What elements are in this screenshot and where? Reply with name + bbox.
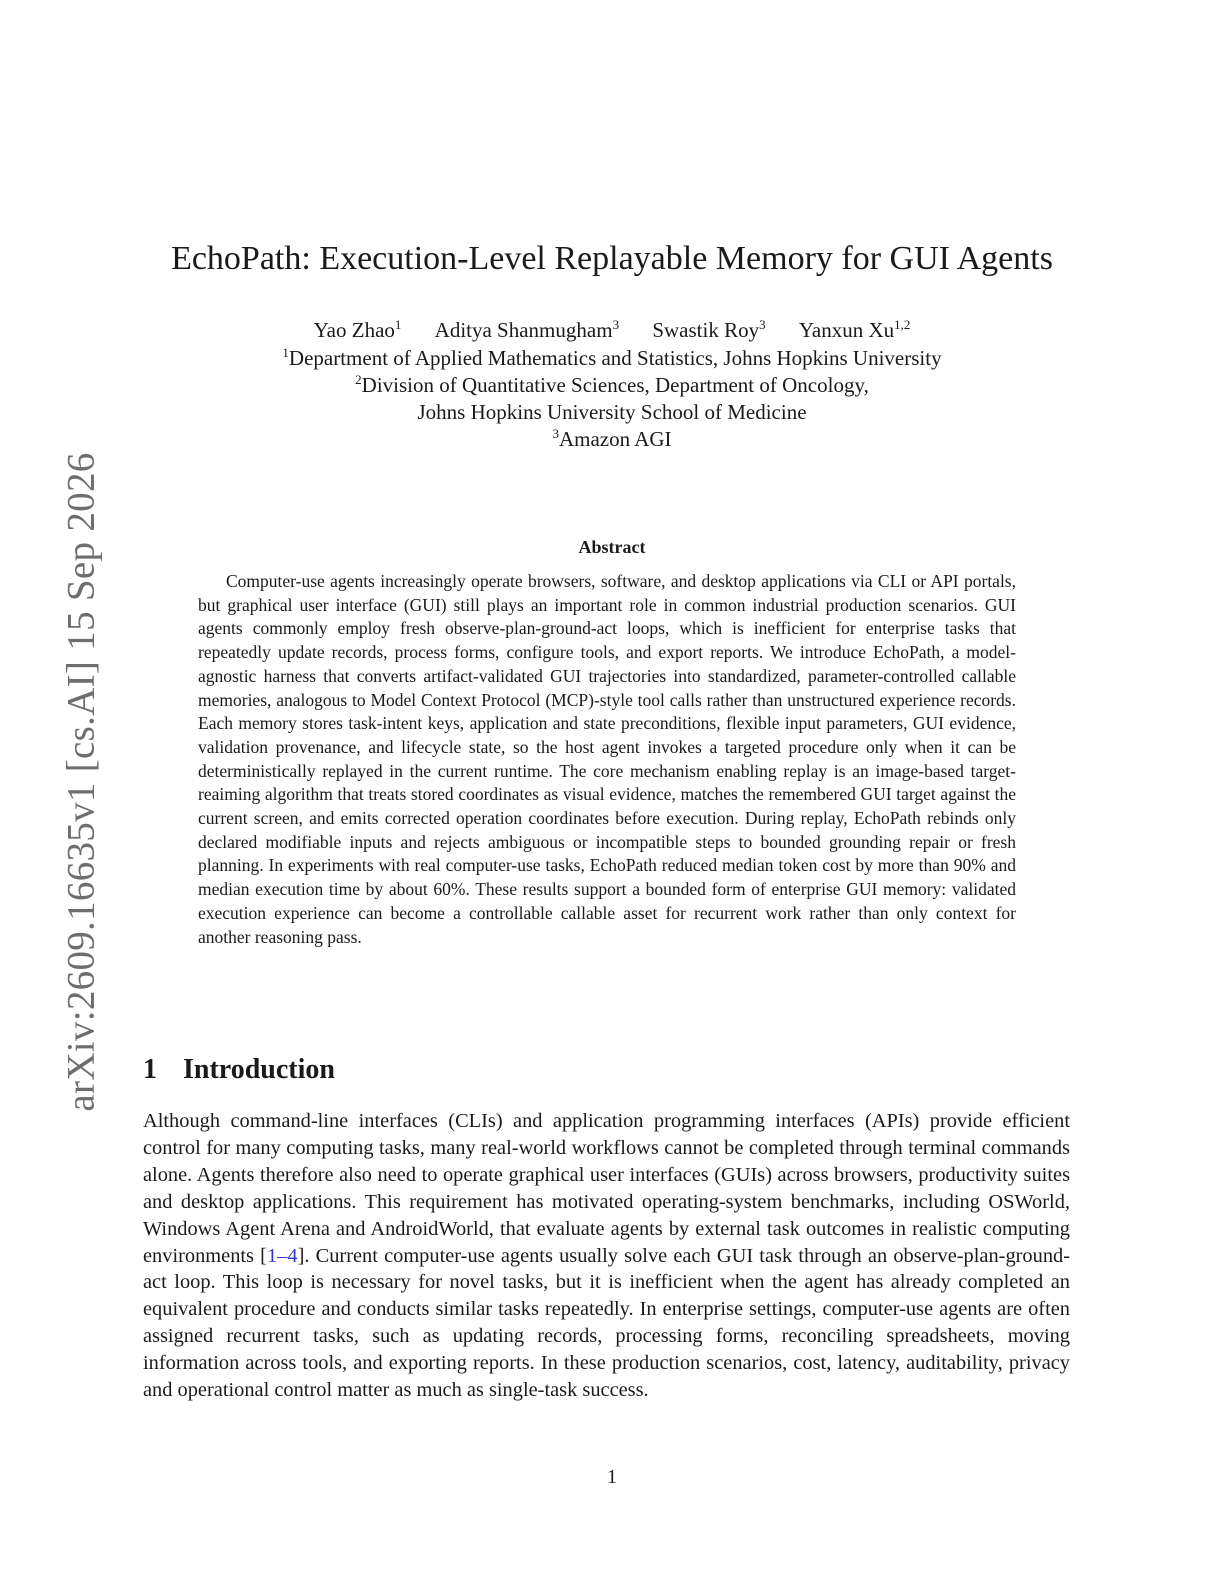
paper-title: EchoPath: Execution-Level Replayable Memory for GUI Agents — [171, 240, 1053, 277]
introduction-paragraph: Although command-line interfaces (CLIs) and application programming interfaces (APIs) provide efficient control for many computing tasks, many real-world workflows cannot be completed through terminal commands alone. Agents therefore also need to operate graphical user interfaces (GUIs) across browsers, productivity suites and desktop applications. This requirement has motivated operating-system benchmarks, including OSWorld, Windows Agent Arena and AndroidWorld, that evaluate agents by external task outcomes in realistic computing environments [1–4]. Current computer-use agents usually solve each GUI task through an observe-plan-ground-act loop. This loop is necessary for novel tasks, but it is inefficient when the agent has already completed an equivalent procedure and conducts similar tasks repeatedly. In enterprise settings, computer-use agents are often assigned recurrent tasks, such as updating records, processing forms, reconciling spreadsheets, moving information across tools, and exporting reports. In these production scenarios, cost, latency, auditability, privacy and operational control matter as much as single-task success. — [143, 1110, 1070, 1402]
affiliation-1: $^1$Department of Applied Mathematics and Statistics, Johns Hopkins University — [282, 345, 942, 370]
section-heading-introduction: 1 Introduction — [143, 1054, 335, 1085]
page-number: 1 — [607, 1466, 617, 1488]
arxiv-identifier-stamp: arXiv:2609.16635v1 [cs.AI] 15 Sep 2026 — [59, 452, 103, 1112]
citation-link[interactable]: 1–4 — [266, 1244, 298, 1267]
author-list — [0, 318, 1224, 343]
author-name: Yao Zhao$^1$ — [313, 317, 402, 342]
abstract-heading: Abstract — [578, 537, 646, 557]
affiliation-2: $^2$Division of Quantitative Sciences, Department of Oncology, — [355, 372, 869, 397]
author-name: Yanxun Xu$^{1,2}$ — [798, 317, 911, 342]
author-name: Swastik Roy$^3$ — [652, 317, 766, 342]
abstract-text: Computer-use agents increasingly operate browsers, software, and desktop applications via CLI or API portals, but graphical user interface (GUI) still plays an important role in common industrial production scenarios. GUI agents commonly employ fresh observe-plan-ground-act loops, which is inefficient for enterprise tasks that repeatedly update records, process forms, configure tools, and export reports. We introduce EchoPath, a model-agnostic harness that converts artifact-validated GUI trajectories into standardized, parameter-controlled callable memories, analogous to Model Context Protocol (MCP)-style tool calls rather than unstructured experience records. Each memory stores task-intent keys, application and state preconditions, flexible input parameters, GUI evidence, validation provenance, and lifecycle state, so the host agent invokes a targeted procedure only when it can be deterministically replayed in the current runtime. The core mechanism enabling replay is an image-based target-reaiming algorithm that treats stored coordinates as visual evidence, matches the remembered GUI target against the current screen, and emits corrected operation coordinates before execution. During replay, EchoPath rebinds only declared modifiable inputs and rejects ambiguous or incompatible steps to bounded grounding repair or fresh planning. In experiments with real computer-use tasks, EchoPath reduced median token cost by more than 90% and median execution time by about 60%. These results support a bounded form of enterprise GUI memory: validated execution experience can become a controllable callable asset for recurrent work rather than only context for another reasoning pass. — [198, 571, 1016, 947]
author-name: Aditya Shanmugham$^3$ — [434, 317, 620, 342]
affiliation-3: $^3$Amazon AGI — [552, 426, 672, 451]
affiliation-2-line-2: Johns Hopkins University School of Medicine — [417, 400, 807, 424]
